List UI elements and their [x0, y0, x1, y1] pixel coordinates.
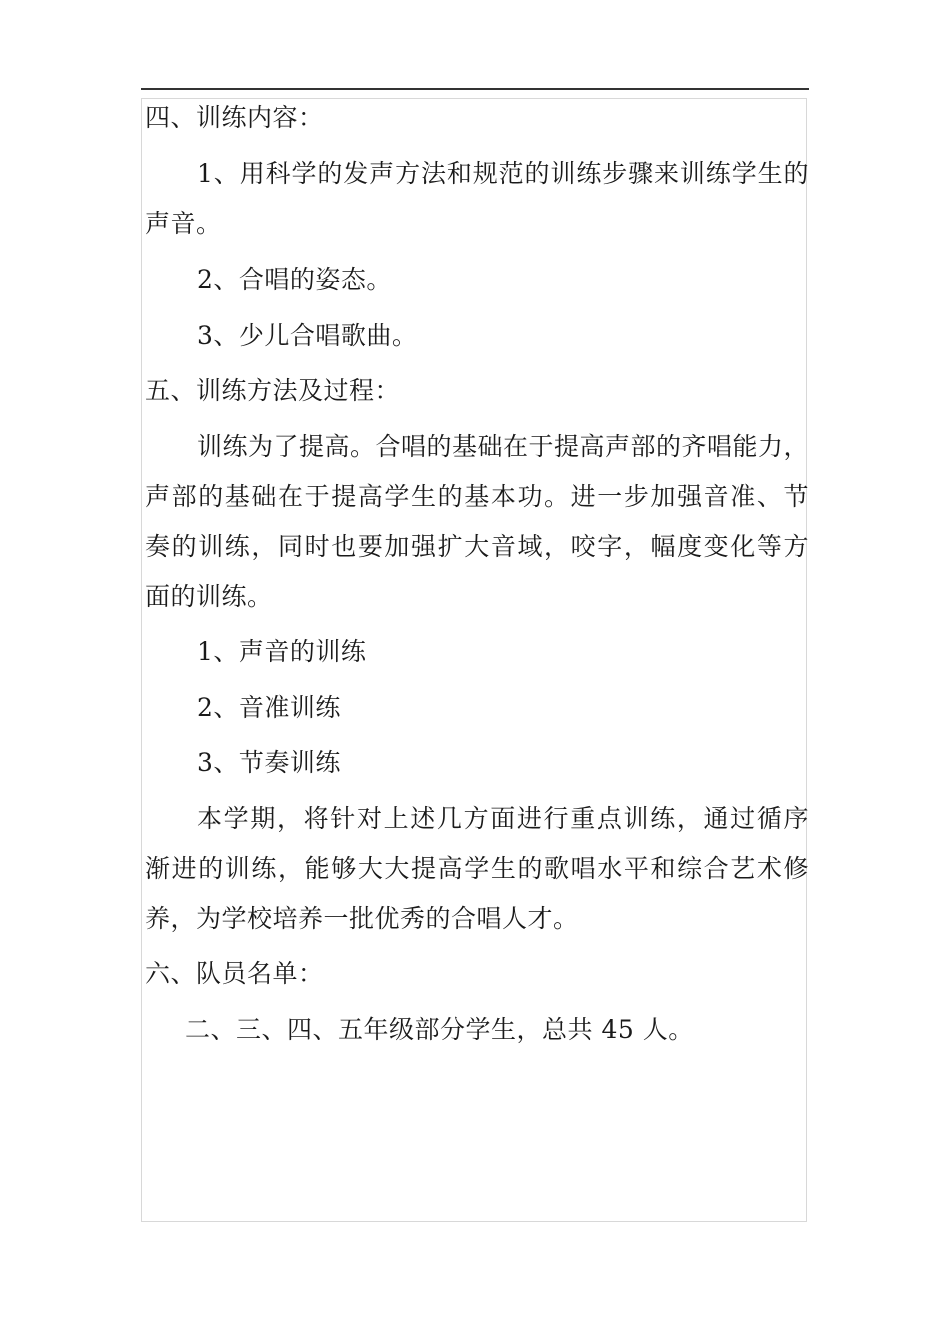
section-5-item-1: 1、声音的训练 [197, 637, 367, 666]
section-5-heading: 五、训练方法及过程： [145, 376, 401, 405]
section-5-para-2-line-3: 养，为学校培养一批优秀的合唱人才。 [145, 904, 579, 933]
section-5-item-3: 3、节奏训练 [197, 748, 341, 777]
section-4-heading: 四、训练内容： [145, 103, 324, 132]
section-4-item-1-line-2: 声音。 [145, 209, 222, 238]
section-4-item-3: 3、少儿合唱歌曲。 [197, 321, 418, 350]
section-5-para-1-line-1: 训练为了提高。合唱的基础在于提高声部的齐唱能力， [197, 432, 810, 461]
section-5-para-2-line-2: 渐进的训练，能够大大提高学生的歌唱水平和综合艺术修 [145, 854, 809, 883]
section-5-para-1-line-2: 声部的基础在于提高学生的基本功。进一步加强音准、节 [145, 482, 809, 511]
header-rule [141, 88, 809, 90]
section-5-para-2-line-1: 本学期，将针对上述几方面进行重点训练，通过循序 [197, 804, 809, 833]
section-5-item-2: 2、音准训练 [197, 693, 341, 722]
section-6-members: 二、三、四、五年级部分学生，总共 45 人。 [185, 1015, 694, 1044]
section-5-para-1-line-3: 奏的训练，同时也要加强扩大音域，咬字，幅度变化等方 [145, 532, 809, 561]
section-4-item-2: 2、合唱的姿态。 [197, 265, 392, 294]
section-6-heading: 六、队员名单： [145, 959, 324, 988]
section-4-item-1-line-1: 1、用科学的发声方法和规范的训练步骤来训练学生的 [197, 159, 809, 188]
section-5-para-1-line-4: 面的训练。 [145, 582, 273, 611]
